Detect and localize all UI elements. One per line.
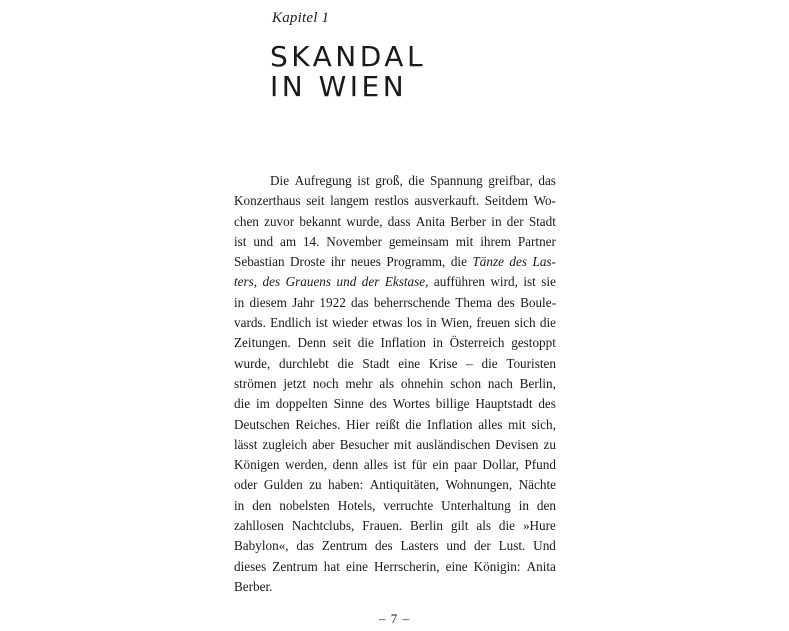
body-word: wird, <box>490 274 518 290</box>
body-word: alles <box>478 416 503 432</box>
body-word: Stadt <box>528 213 556 229</box>
body-word: zu <box>543 436 556 452</box>
body-word: des <box>509 254 528 270</box>
body-line <box>234 354 556 374</box>
body-word: gemeinsam <box>388 233 449 249</box>
body-word: etwas <box>372 315 403 331</box>
body-word: hat <box>323 558 340 574</box>
body-word: Frauen. <box>362 518 403 534</box>
body-word: mit <box>393 436 412 452</box>
body-word: Ekstase, <box>384 274 429 290</box>
body-paragraph <box>234 171 556 597</box>
body-word: mehr <box>345 375 373 391</box>
body-line <box>234 496 556 516</box>
body-word: als <box>379 375 395 391</box>
body-word: die <box>498 518 516 534</box>
body-line <box>234 252 556 272</box>
body-word: den <box>252 497 272 513</box>
body-word: in <box>432 335 443 351</box>
body-word: Stadt <box>362 355 390 371</box>
body-word: Dollar, <box>482 457 519 473</box>
body-word: Wo- <box>533 193 556 209</box>
body-word: und <box>336 274 357 290</box>
body-word: ihrem <box>480 233 511 249</box>
body-word: des <box>262 274 281 290</box>
body-word: Königin: <box>473 558 521 574</box>
body-word: chen <box>234 213 259 229</box>
body-word: Droste <box>290 254 326 270</box>
body-word: gilt <box>450 518 469 534</box>
body-word: zugleich <box>262 436 308 452</box>
body-word: Spannung <box>430 173 483 188</box>
body-word: der <box>506 213 524 229</box>
body-word: des <box>497 294 515 310</box>
body-word: Tänze <box>472 254 504 270</box>
body-word: des <box>375 538 393 554</box>
body-word: freuen <box>476 315 511 331</box>
body-word: restlos <box>374 193 409 209</box>
body-word: beherrschende <box>373 294 451 310</box>
body-word: durchlebt <box>278 355 329 371</box>
body-word: nach <box>487 375 513 391</box>
body-line <box>234 557 556 577</box>
body-word: oder <box>234 477 258 493</box>
body-word: Herrscherin, <box>374 558 440 574</box>
body-word: diesem <box>249 294 287 310</box>
body-word: jetzt <box>283 375 307 391</box>
body-word: gestoppt <box>511 335 556 351</box>
body-word: 14. <box>302 233 320 249</box>
body-word: Zeitungen. <box>234 335 291 351</box>
body-word: des <box>538 396 556 412</box>
body-word: Wohnungen, <box>445 477 513 493</box>
body-word: greifbar, <box>488 173 533 188</box>
body-line <box>234 333 556 353</box>
body-word: eine <box>445 558 468 574</box>
body-word: Touristen <box>506 355 556 371</box>
body-word: in <box>234 294 245 310</box>
body-word: wurde, <box>346 213 383 229</box>
body-word: groß, <box>375 173 403 188</box>
body-word: Zentrum <box>272 558 318 574</box>
body-word: Nachtclubs, <box>291 518 355 534</box>
body-word: Seitdem <box>484 193 529 209</box>
body-line <box>234 455 556 475</box>
body-word: Hotels, <box>337 497 376 513</box>
body-word: ist <box>234 233 247 249</box>
body-word: das <box>538 173 556 188</box>
body-word: des <box>369 396 388 412</box>
body-line <box>234 171 556 191</box>
body-word: Berber <box>450 213 487 229</box>
chapter-label: Kapitel 1 <box>272 10 330 26</box>
body-word: für <box>411 457 427 473</box>
body-word: eine <box>398 355 421 371</box>
body-word: Partner <box>517 233 556 249</box>
body-word: ausverkauft. <box>414 193 480 209</box>
body-word: vards. <box>234 315 266 331</box>
body-word: strömen <box>234 375 277 391</box>
body-word: Lasters <box>400 538 439 554</box>
body-word: als <box>476 518 492 534</box>
body-word: dass <box>387 213 411 229</box>
chapter-title-line: IN WIEN <box>270 70 408 103</box>
body-word: ters, <box>234 274 258 290</box>
body-word: Babylon«, <box>234 538 289 554</box>
body-word: paar <box>454 457 477 473</box>
body-word: eine <box>345 558 368 574</box>
body-word: Und <box>533 538 556 554</box>
body-word: Berlin <box>410 518 443 534</box>
body-word: und <box>253 233 274 249</box>
body-word: Anita <box>526 558 556 574</box>
body-word: doppelten <box>275 396 328 412</box>
body-word: billige <box>435 396 470 412</box>
body-word: die <box>357 335 374 351</box>
body-word: Österreich <box>449 335 505 351</box>
body-word: Konzerthaus <box>234 193 301 209</box>
body-word: – <box>466 355 473 371</box>
body-word: Wortes <box>392 396 430 412</box>
body-word: die <box>234 396 251 412</box>
body-word: Die <box>270 173 290 188</box>
body-word: das <box>296 538 314 554</box>
body-word: der <box>361 274 380 290</box>
body-word: Las- <box>532 254 556 270</box>
body-word: Antiquitäten, <box>369 477 439 493</box>
body-word: Krise <box>428 355 458 371</box>
body-word: Boule- <box>520 294 556 310</box>
body-word: ist <box>357 173 370 188</box>
chapter-title-line: SKANDAL <box>270 40 427 73</box>
body-word: Nächte <box>518 477 556 493</box>
body-word: zuvor <box>264 213 295 229</box>
body-word: Sinne <box>333 396 364 412</box>
body-word: Programm, <box>386 254 446 270</box>
body-line <box>234 394 556 414</box>
body-word: Pfund <box>524 457 556 473</box>
body-word: mit <box>455 233 474 249</box>
body-word: sich, <box>531 416 556 432</box>
body-line <box>234 191 556 211</box>
page-number: – 7 – <box>379 611 410 626</box>
body-word: lässt <box>234 436 258 452</box>
body-word: Berlin, <box>519 375 556 391</box>
body-word: bekannt <box>299 213 342 229</box>
body-word: die <box>539 315 556 331</box>
body-word: im <box>255 396 270 412</box>
body-word: dieses <box>234 558 267 574</box>
body-word: langem <box>330 193 369 209</box>
chapter-title <box>270 42 426 102</box>
body-word: das <box>351 294 369 310</box>
body-word: Hauptstadt <box>475 396 533 412</box>
body-word: Aufregung <box>294 173 352 188</box>
body-word: Lust. <box>498 538 526 554</box>
body-word: Devisen <box>495 436 539 452</box>
body-word: ist <box>393 457 406 473</box>
body-word: Endlich <box>270 315 312 331</box>
body-word: schon <box>450 375 482 391</box>
body-word: sich <box>514 315 536 331</box>
body-word: in <box>426 315 437 331</box>
body-word: noch <box>312 375 339 391</box>
body-word: Unterhaltung <box>441 497 511 513</box>
body-word: ein <box>432 457 449 473</box>
body-line <box>234 475 556 495</box>
body-word: Berber. <box>234 578 273 594</box>
body-word: wieder <box>332 315 369 331</box>
body-word: in <box>518 497 529 513</box>
body-word: ausländischen <box>416 436 491 452</box>
body-word: die <box>450 254 467 270</box>
body-word: Zentrum <box>321 538 368 554</box>
body-line <box>234 232 556 252</box>
body-word: Inflation <box>427 416 473 432</box>
body-word: ihr <box>330 254 346 270</box>
body-word: aufführen <box>433 274 485 290</box>
body-word: wurde, <box>234 355 271 371</box>
body-word: Sebastian <box>234 254 285 270</box>
body-word: ist <box>523 274 536 290</box>
body-word: und <box>446 538 467 554</box>
body-word: Königen <box>234 457 280 473</box>
body-word: der <box>473 538 491 554</box>
body-word: Denn <box>297 335 327 351</box>
body-word: die <box>481 355 498 371</box>
body-word: werden, <box>284 457 328 473</box>
body-word: denn <box>332 457 359 473</box>
body-word: den <box>536 497 556 513</box>
body-word: 1922 <box>319 294 346 310</box>
body-line <box>234 577 556 597</box>
body-word: reißt <box>375 416 400 432</box>
body-word: Deutschen <box>234 416 290 432</box>
body-word: aber <box>312 436 335 452</box>
body-word: am <box>279 233 297 249</box>
body-word: in <box>491 213 502 229</box>
body-word: Inflation <box>380 335 426 351</box>
body-word: Grauens <box>285 274 332 290</box>
body-word: seit <box>306 193 325 209</box>
body-line <box>234 272 556 292</box>
body-word: alles <box>363 457 388 473</box>
body-word: die <box>337 355 354 371</box>
body-word: los <box>406 315 423 331</box>
body-word: mit <box>508 416 526 432</box>
body-word: die <box>408 173 425 188</box>
body-word: haben: <box>328 477 364 493</box>
body-word: Thema <box>455 294 492 310</box>
body-word: Reiches. <box>295 416 341 432</box>
body-word: Hier <box>346 416 370 432</box>
body-word: Wien, <box>440 315 473 331</box>
body-word: Anita <box>415 213 445 229</box>
body-line <box>234 293 556 313</box>
body-line <box>234 212 556 232</box>
body-word: Gulden <box>263 477 303 493</box>
body-line <box>234 516 556 536</box>
body-word: »Hure <box>522 518 556 534</box>
body-word: neues <box>350 254 381 270</box>
body-word: zu <box>309 477 322 493</box>
body-word: zahllosen <box>234 518 284 534</box>
body-word: verruchte <box>383 497 434 513</box>
body-word: nobelsten <box>279 497 330 513</box>
body-word: die <box>405 416 422 432</box>
body-word: November <box>326 233 382 249</box>
body-word: Jahr <box>292 294 315 310</box>
body-line <box>234 415 556 435</box>
body-word: sie <box>541 274 556 290</box>
body-line <box>234 536 556 556</box>
body-word: ohnehin <box>400 375 444 391</box>
body-line <box>234 435 556 455</box>
body-word: seit <box>332 335 352 351</box>
body-word: ist <box>315 315 328 331</box>
body-line <box>234 374 556 394</box>
body-line <box>234 313 556 333</box>
body-word: Besucher <box>339 436 389 452</box>
body-word: in <box>234 497 245 513</box>
